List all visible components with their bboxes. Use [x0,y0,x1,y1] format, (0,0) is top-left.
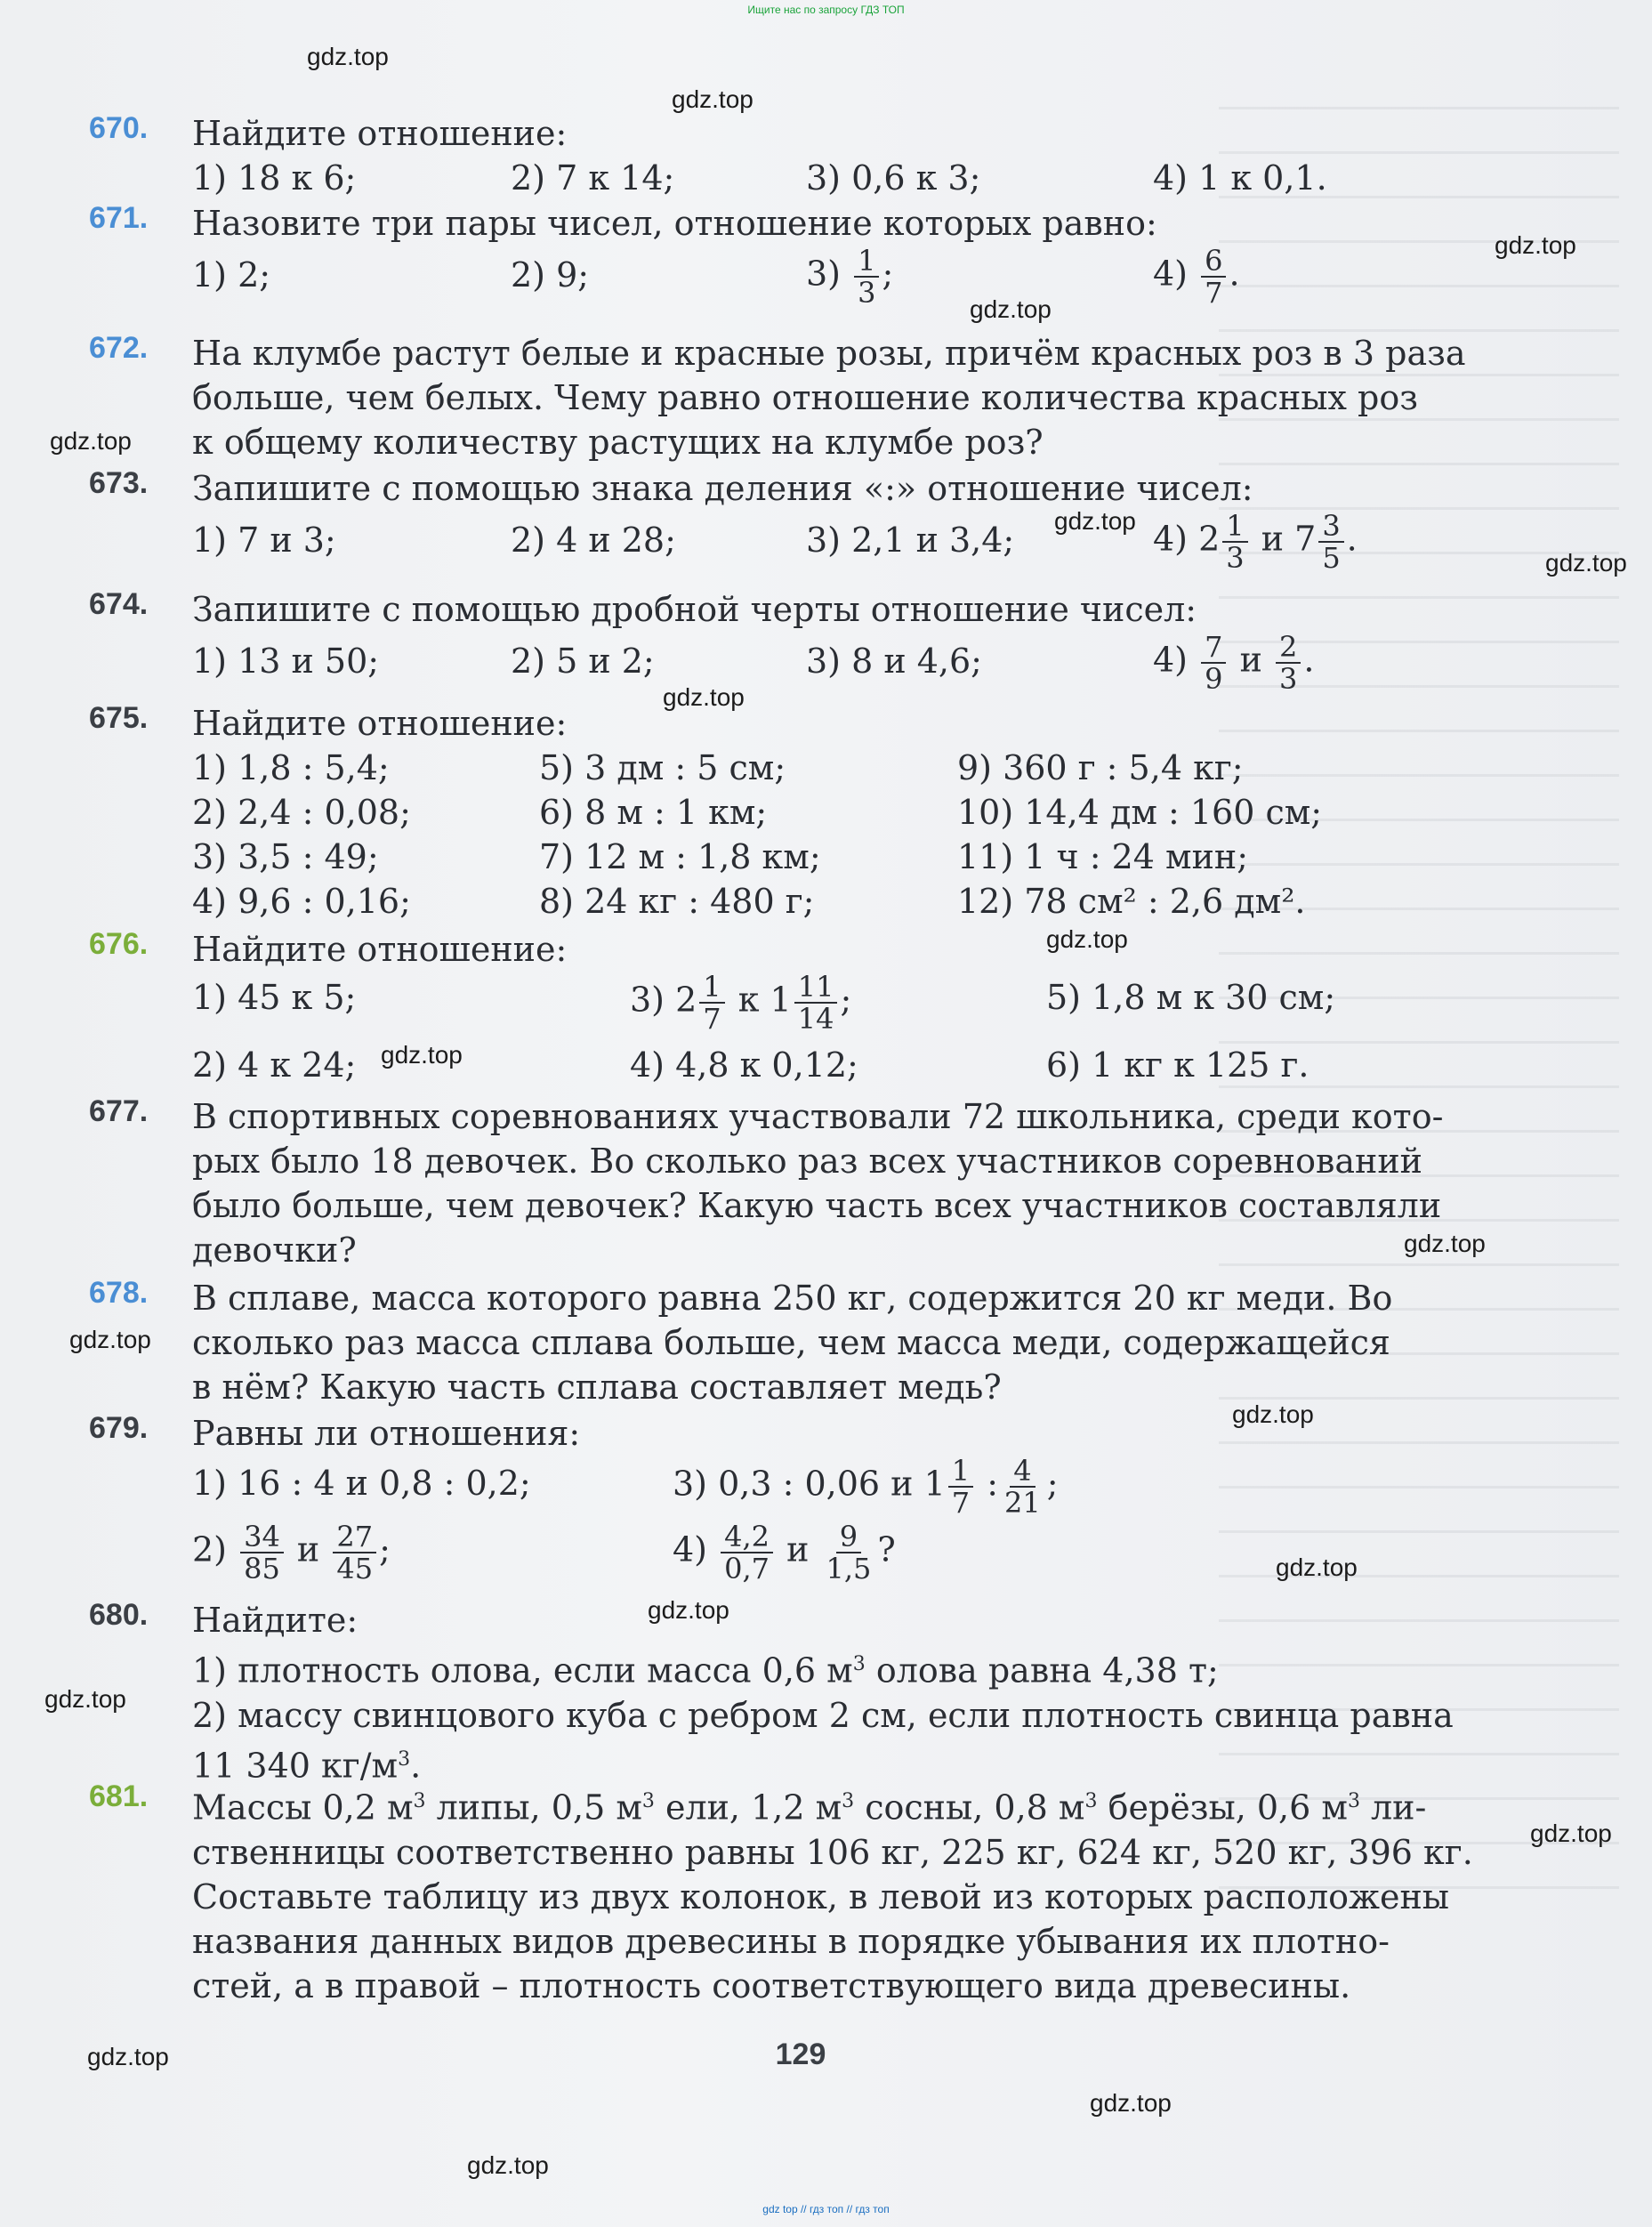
option: 1) 1,8 : 5,4; [192,748,390,787]
fraction: $\frac{1}{3}$ [1222,511,1247,573]
option: 4) 9,6 : 0,16; [192,882,411,921]
top-banner[interactable]: Ищите нас по запросу ГДЗ ТОП [747,4,905,16]
fraction: $\frac{11}{14}$ [794,972,838,1034]
problem-674 [89,587,1477,694]
problem-text-line: Составьте таблицу из двух колонок, в левой из которых расположены [192,1876,1450,1916]
problem-text: Запишите с помощью дробной черты отношение чисел: [192,590,1197,629]
watermark: gdz.top [69,1326,151,1353]
option: 4) 1 к 0,1. [1153,158,1327,198]
watermark: gdz.top [87,2043,169,2070]
option: 3) 0,6 к 3; [806,158,981,198]
option: 1) 13 и 50; [192,641,380,681]
problem-number: 678. [89,1276,149,1310]
problem-options [192,156,1477,204]
watermark: gdz.top [1054,507,1136,535]
problem-number: 681. [89,1779,149,1813]
watermark: gdz.top [663,683,745,711]
problem-text: Найдите отношение: [192,114,568,153]
fraction: $\frac{2}{3}$ [1276,632,1301,694]
option: 11) 1 ч : 24 мин; [957,837,1249,876]
option: 4) $\frac{4,2}{0,7}$ и $\frac{9}{1,5}$ ? [673,1520,896,1586]
fraction: $\frac{3}{5}$ [1318,511,1343,573]
watermark: gdz.top [970,295,1052,323]
problem-options-row [192,746,1477,790]
problem-text-line: названия данных видов древесины в порядке убывания их плотно- [192,1921,1390,1961]
problem-text: Найдите отношение: [192,704,568,743]
problem-text-line: рых было 18 девочек. Во сколько раз всех участников соревнований [192,1142,1422,1181]
problem-675 [89,701,1477,924]
page-number: 129 [775,2037,826,2071]
problem-673 [89,466,1477,573]
option: 1) 45 к 5; [192,978,357,1017]
problem-676 [89,927,1477,1087]
problem-text-line: девочки? [192,1230,357,1270]
fraction: $\frac{1}{3}$ [854,246,879,308]
watermark: gdz.top [1530,1820,1612,1847]
problem-text-line: 2) массу свинцового куба с ребром 2 см, если плотность свинца равна [192,1695,1454,1735]
option: 1) 18 к 6; [192,158,357,198]
option: 4) 2 $\frac{1}{3}$ и 7 $\frac{3}{5}$ . [1153,509,1358,575]
problem-678 [89,1276,1477,1409]
watermark: gdz.top [1090,2089,1172,2117]
problem-text-line: больше, чем белых. Чему равно отношение количества красных роз [192,378,1418,417]
option: 2) 4 и 28; [511,520,676,560]
watermark: gdz.top [467,2151,549,2179]
fraction: $\frac{4,2}{0,7}$ [721,1521,773,1584]
option: 2) 2,4 : 0,08; [192,793,411,832]
problem-number: 672. [89,331,149,365]
problem-text-line: в нём? Какую часть сплава составляет медь? [192,1368,1002,1407]
problem-options-row [192,835,1477,879]
problem-options [192,632,1477,694]
option: 3) 0,3 : 0,06 и 1 $\frac{1}{7}$ : $\frac{4}{21}$ ; [673,1454,1059,1520]
fraction: $\frac{1}{7}$ [699,972,724,1034]
problem-options-row [192,790,1477,835]
problem-number: 676. [89,927,149,961]
fraction: $\frac{34}{85}$ [240,1521,284,1584]
bottom-banner[interactable]: gdz top // гдз топ // гдз топ [762,2203,890,2215]
option: 6) 8 м : 1 км; [539,793,768,832]
problem-text: Найдите: [192,1601,359,1640]
problem-672 [89,331,1477,464]
fraction: $\frac{4}{21}$ [1004,1454,1041,1520]
option: 5) 1,8 м к 30 см; [1046,978,1336,1017]
problem-670 [89,111,1477,204]
problem-text-line: сколько раз масса сплава больше, чем масса меди, содержащейся [192,1323,1390,1362]
fraction: $\frac{7}{9}$ [1201,632,1226,694]
problem-677 [89,1094,1477,1272]
problem-text-line: было больше, чем девочек? Какую часть всех участников составляли [192,1186,1442,1225]
option: 2) 4 к 24; [192,1045,357,1085]
problem-number: 671. [89,201,149,235]
option: 9) 360 г : 5,4 кг; [957,748,1244,787]
option: 7) 12 м : 1,8 км; [539,837,821,876]
problem-number: 674. [89,587,149,621]
option: 12) 78 см² : 2,6 дм². [957,882,1306,921]
problem-number: 679. [89,1411,149,1445]
option: 3) 2,1 и 3,4; [806,520,1015,560]
option: 6) 1 кг к 125 г. [1046,1045,1310,1085]
problem-text: Равны ли отношения: [192,1414,581,1453]
option: 1) 7 и 3; [192,520,336,560]
watermark: gdz.top [1276,1553,1358,1581]
watermark: gdz.top [1232,1400,1314,1428]
problem-number: 677. [89,1094,149,1128]
option: 2) 9; [511,255,590,295]
fraction: $\frac{9}{1,5}$ [826,1520,872,1586]
watermark: gdz.top [44,1685,126,1713]
problem-681 [89,1779,1477,2008]
problem-options [192,246,1477,308]
problem-text-line: 1) плотность олова, если масса 0,6 $м^3$ олова равна 4,38 т; [192,1650,1219,1690]
problem-options [192,972,1477,1043]
problem-text-line: В сплаве, масса которого равна 250 кг, содержится 20 кг меди. Во [192,1279,1393,1318]
option: 4) $\frac{7}{9}$ и $\frac{2}{3}$ . [1153,630,1315,696]
problem-number: 675. [89,701,149,735]
problem-text-line: 11 340 $кг/м^3$. [192,1746,422,1786]
problem-680 [89,1598,1477,1787]
watermark: gdz.top [381,1041,463,1069]
watermark: gdz.top [307,43,389,70]
option: 2) $\frac{34}{85}$ и $\frac{27}{45}$ ; [192,1520,391,1586]
option: 2) 7 к 14; [511,158,675,198]
problem-options [192,1521,1477,1596]
option: 8) 24 кг : 480 г; [539,882,815,921]
watermark: gdz.top [1495,231,1576,259]
problem-text: Запишите с помощью знака деления «:» отношение чисел: [192,469,1253,508]
problem-text-line: На клумбе растут белые и красные розы, причём красных роз в 3 раза [192,334,1466,373]
option: 3) $\frac{1}{3}$ ; [806,244,894,310]
problem-number: 680. [89,1598,149,1632]
fraction: $\frac{27}{45}$ [333,1521,376,1584]
problem-options [192,1456,1477,1521]
option: 2) 5 и 2; [511,641,655,681]
problem-number: 673. [89,466,149,500]
watermark: gdz.top [672,85,753,113]
option: 3) 3,5 : 49; [192,837,379,876]
problem-text-line: В спортивных соревнованиях участвовали 72 школьника, среди кото- [192,1097,1444,1136]
option: 5) 3 дм : 5 см; [539,748,786,787]
problem-options [192,511,1477,573]
problem-text: Найдите отношение: [192,930,568,969]
watermark: gdz.top [1404,1230,1486,1257]
watermark: gdz.top [1545,549,1627,577]
option: 3) 2 $\frac{1}{7}$ к 1 $\frac{11}{14}$ ; [630,970,852,1036]
problem-679 [89,1411,1477,1596]
watermark: gdz.top [50,427,132,455]
fraction: $\frac{6}{7}$ [1201,246,1226,308]
watermark: gdz.top [648,1596,729,1624]
option: 1) 2; [192,255,271,295]
problem-options [192,1043,1477,1087]
option: 10) 14,4 дм : 160 см; [957,793,1323,832]
problem-text-line: ственницы соответственно равны 106 кг, 225 кг, 624 кг, 520 кг, 396 кг. [192,1832,1473,1872]
problem-options-row [192,879,1477,924]
option: 4) $\frac{6}{7}$ . [1153,244,1240,310]
problem-text-line: к общему количеству растущих на клумбе роз? [192,423,1044,462]
problem-number: 670. [89,111,149,145]
watermark: gdz.top [1046,925,1128,953]
problem-671 [89,201,1477,308]
problem-text-line: стей, а в правой – плотность соответствующего вида древесины. [192,1965,1351,2005]
option: 1) 16 : 4 и 0,8 : 0,2; [192,1464,531,1503]
problem-text: Назовите три пары чисел, отношение которых равно: [192,204,1157,243]
option: 4) 4,8 к 0,12; [630,1045,858,1085]
option: 3) 8 и 4,6; [806,641,982,681]
fraction: $\frac{1}{7}$ [948,1456,973,1518]
problem-text-line: Массы 0,2 $м^3$ липы, 0,5 $м^3$ ели, 1,2 $м^3$ сосны, 0,8 $м^3$ берёзы, 0,6 $м^3$ ли- [192,1787,1427,1828]
